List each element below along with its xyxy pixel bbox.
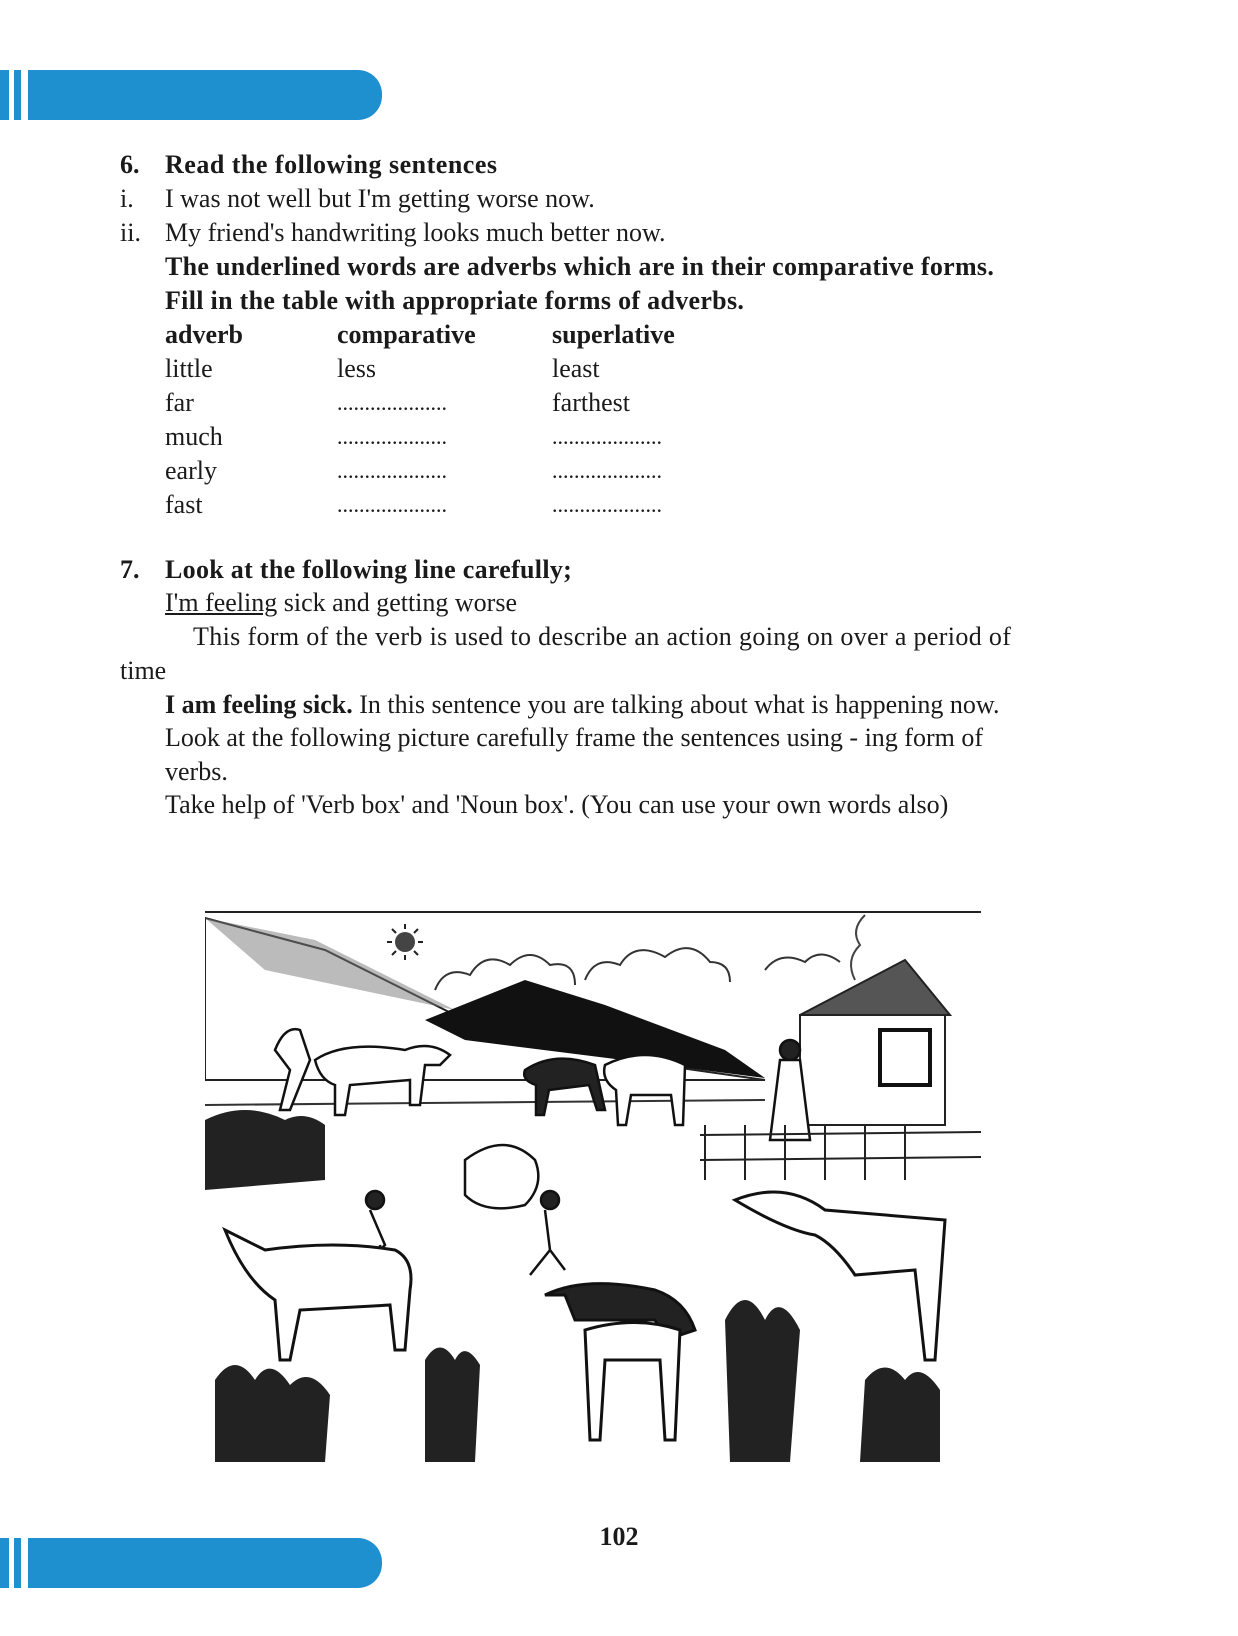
table-header-adverb: adverb [165, 320, 243, 349]
q6-item-text-2: My friend's handwriting looks much better now. [165, 218, 666, 247]
q7-heading: Look at the following line carefully; [165, 555, 573, 584]
underlined-verb: I'm feeling [165, 588, 278, 617]
q6-heading: Read the following sentences [165, 150, 498, 179]
footer-band [0, 1538, 382, 1588]
table-cell: fast [165, 490, 203, 519]
q6-item-label-1: i. [120, 184, 134, 213]
table-cell: much [165, 422, 223, 451]
q6-item-label-2: ii. [120, 218, 141, 247]
table-blank: .................... [337, 492, 447, 517]
q6-item-text-1: I was not well but I'm getting worse now. [165, 184, 595, 213]
table-cell: least [552, 354, 600, 383]
table-cell: less [337, 354, 376, 383]
table-header-comparative: comparative [337, 320, 476, 349]
table-cell: little [165, 354, 213, 383]
table-blank: .................... [552, 458, 662, 483]
q6-instruction-1: The underlined words are adverbs which are in their comparative forms. [165, 252, 995, 281]
header-band [0, 70, 382, 120]
village-scene-illustration [205, 910, 981, 1462]
q7-para3-line2: verbs. [165, 757, 228, 786]
q7-example [165, 588, 517, 618]
table-header-superlative: superlative [552, 320, 675, 349]
para2-bold: I am feeling sick. [165, 690, 353, 719]
example-rest: sick and getting worse [277, 588, 517, 617]
q6-number: 6. [120, 150, 140, 179]
q7-para3-line1: Look at the following picture carefully frame the sentences using - ing form of [165, 723, 984, 752]
table-cell: farthest [552, 388, 630, 417]
page-number: 102 [599, 1522, 639, 1551]
q7-para1-line2: time [120, 656, 167, 685]
table-cell: early [165, 456, 217, 485]
table-blank: .................... [337, 458, 447, 483]
table-blank: .................... [552, 424, 662, 449]
table-blank: .................... [337, 390, 447, 415]
bush-left [205, 1110, 325, 1190]
q6-instruction-2: Fill in the table with appropriate forms of adverbs. [165, 286, 745, 315]
q7-para1-line1: This form of the verb is used to describe an action going on over a period of [193, 622, 1012, 651]
q7-para4: Take help of 'Verb box' and 'Noun box'. (You can use your own words also) [165, 790, 949, 819]
q7-para2 [165, 690, 999, 720]
table-cell: far [165, 388, 194, 417]
para2-rest: In this sentence you are talking about what is happening now. [352, 690, 1000, 719]
q7-number: 7. [120, 555, 140, 584]
table-blank: .................... [337, 424, 447, 449]
table-blank: .................... [552, 492, 662, 517]
